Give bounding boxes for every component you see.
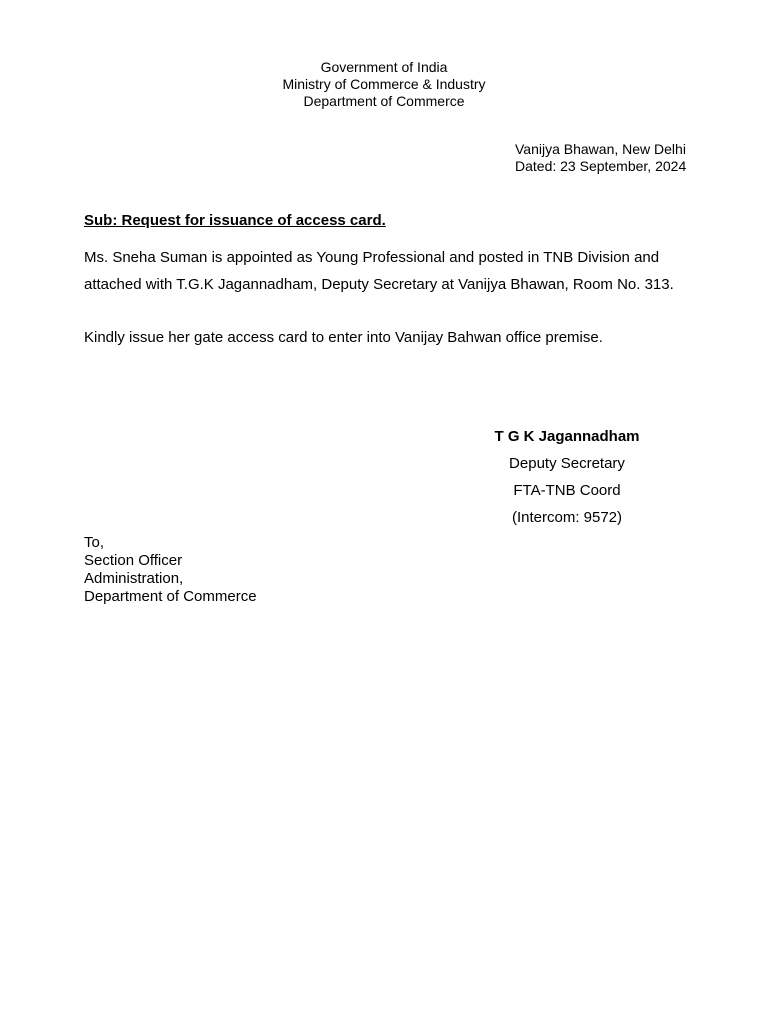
- place: Vanijya Bhawan, New Delhi: [515, 141, 686, 157]
- addressee-title: Section Officer: [84, 552, 183, 569]
- signature-block: [487, 423, 647, 531]
- signatory-unit: FTA-TNB Coord: [513, 482, 621, 499]
- body-paragraph-2: Kindly issue her gate access card to enter into Vanijay Bahwan office premise.: [84, 329, 603, 346]
- addressee-section: Administration,: [84, 570, 184, 587]
- signatory-intercom: (Intercom: 9572): [511, 509, 623, 526]
- place-and-date: [515, 141, 686, 175]
- signatory-designation: Deputy Secretary: [509, 455, 625, 472]
- letterhead: [0, 59, 768, 110]
- addressee-department: Department of Commerce: [84, 588, 257, 605]
- addressee-block: [84, 534, 257, 606]
- subject-line: Sub: Request for issuance of access card.: [84, 212, 386, 229]
- date: Dated: 23 September, 2024: [515, 158, 687, 174]
- letterhead-ministry: Ministry of Commerce & Industry: [282, 76, 486, 92]
- signatory-name: T G K Jagannadham: [494, 428, 640, 445]
- body-paragraph-1: Ms. Sneha Suman is appointed as Young Professional and posted in TNB Division and attached with T.G.K Jagannadham, Deputy Secretary at Vanijya Bhawan, Room No. 313.: [84, 249, 674, 293]
- letterhead-government: Government of India: [320, 59, 448, 75]
- addressee-salutation: To,: [84, 534, 105, 551]
- letterhead-department: Department of Commerce: [303, 93, 465, 109]
